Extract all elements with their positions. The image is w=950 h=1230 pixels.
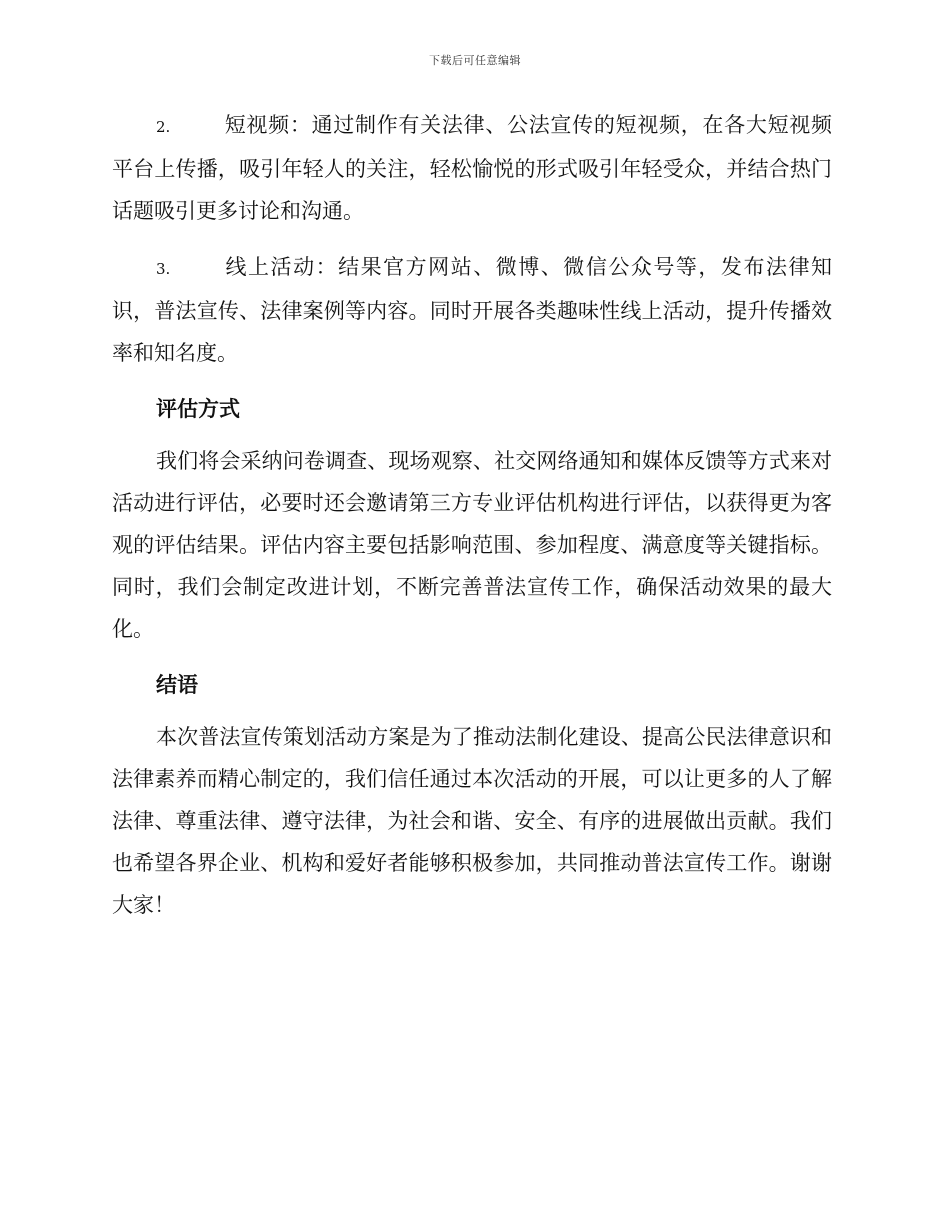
list-item-2	[112, 104, 832, 232]
section-heading-conclusion: 结语	[156, 673, 198, 697]
list-item-number: 2.	[156, 118, 171, 136]
section-heading-evaluation: 评估方式	[156, 397, 240, 421]
list-item-number: 3.	[156, 260, 171, 278]
document-body	[112, 104, 832, 940]
list-item-text: 线上活动：结果官方网站、微博、微信公众号等，发布法律知识，普法宣传、法律案例等内容。同时开展各类趣味性线上活动，提升传播效率和知名度。	[112, 255, 832, 365]
list-item-text: 短视频：通过制作有关法律、公法宣传的短视频，在各大短视频平台上传播，吸引年轻人的关注，轻松愉悦的形式吸引年轻受众，并结合热门话题吸引更多讨论和沟通。	[112, 113, 832, 223]
list-item-3	[112, 246, 832, 374]
section-paragraph-conclusion: 本次普法宣传策划活动方案是为了推动法制化建设、提高公民法律意识和法律素养而精心制定的，我们信任通过本次活动的开展，可以让更多的人了解法律、尊重法律、遵守法律，为社会和谐、安全、有序的进展做出贡献。我们也希望各界企业、机构和爱好者能够积极参加，共同推动普法宣传工作。谢谢大家！	[112, 725, 832, 917]
page-header: 下载后可任意编辑	[429, 54, 521, 67]
section-paragraph-evaluation: 我们将会采纳问卷调查、现场观察、社交网络通知和媒体反馈等方式来对活动进行评估，必要时还会邀请第三方专业评估机构进行评估，以获得更为客观的评估结果。评估内容主要包括影响范围、参加程度、满意度等关键指标。同时，我们会制定改进计划，不断完善普法宣传工作，确保活动效果的最大化。	[112, 449, 832, 641]
